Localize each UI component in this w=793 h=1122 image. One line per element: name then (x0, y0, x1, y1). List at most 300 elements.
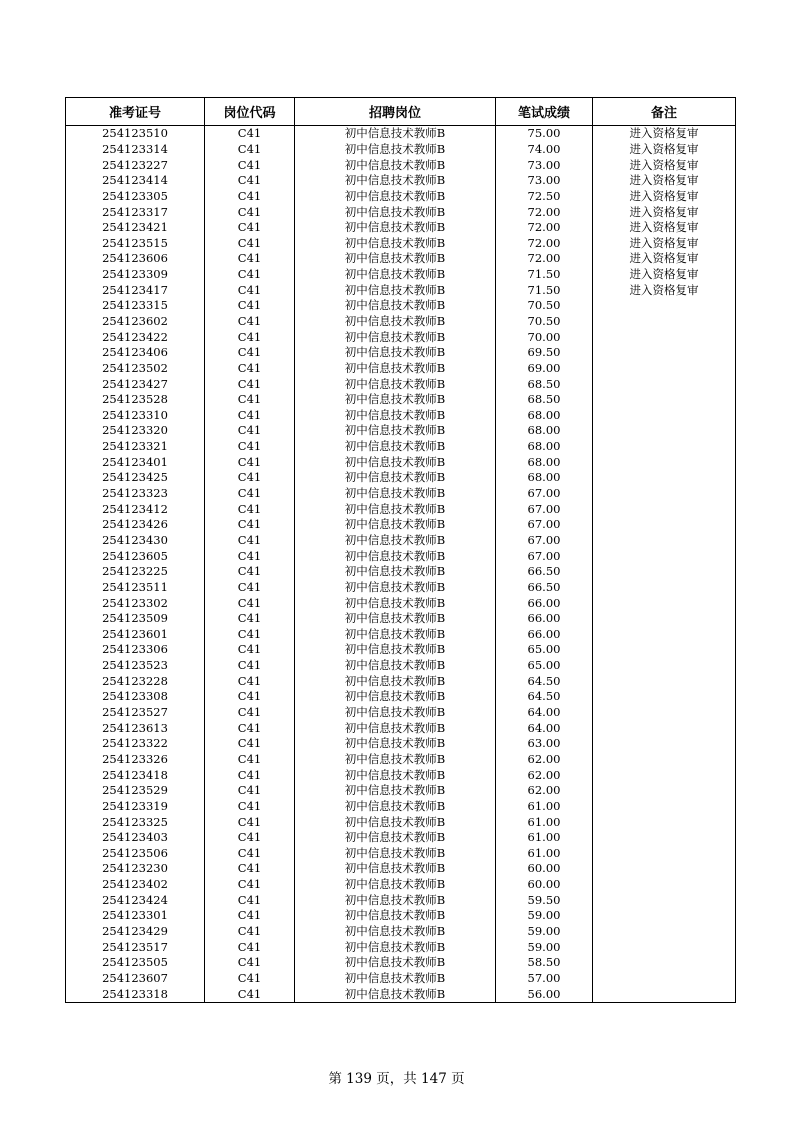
written-score-cell: 62.00 (496, 767, 593, 783)
position-code-cell: C41 (205, 595, 295, 611)
position-name-cell: 初中信息技术教师B (295, 673, 496, 689)
table-row (66, 517, 736, 533)
position-code-cell: C41 (205, 924, 295, 940)
position-name-cell: 初中信息技术教师B (295, 845, 496, 861)
remark-cell: 进入资格复审 (593, 204, 736, 220)
exam-number-cell: 254123605 (66, 548, 205, 564)
remark-cell (593, 392, 736, 408)
exam-number-cell: 254123225 (66, 564, 205, 580)
exam-number-cell: 254123430 (66, 533, 205, 549)
exam-number-cell: 254123412 (66, 501, 205, 517)
exam-number-cell: 254123510 (66, 126, 205, 142)
position-code-cell: C41 (205, 345, 295, 361)
table-row (66, 392, 736, 408)
remark-cell: 进入资格复审 (593, 251, 736, 267)
written-score-cell: 67.00 (496, 548, 593, 564)
position-code-cell: C41 (205, 720, 295, 736)
position-name-cell: 初中信息技术教师B (295, 689, 496, 705)
table-row (66, 361, 736, 377)
position-code-cell: C41 (205, 736, 295, 752)
exam-number-cell: 254123505 (66, 955, 205, 971)
exam-number-cell: 254123320 (66, 423, 205, 439)
position-code-cell: C41 (205, 439, 295, 455)
table-row (66, 345, 736, 361)
position-name-cell: 初中信息技术教师B (295, 157, 496, 173)
remark-cell (593, 595, 736, 611)
position-code-cell: C41 (205, 986, 295, 1002)
table-row (66, 861, 736, 877)
position-name-cell: 初中信息技术教师B (295, 627, 496, 643)
position-name-cell: 初中信息技术教师B (295, 642, 496, 658)
position-name-cell: 初中信息技术教师B (295, 517, 496, 533)
position-name-cell: 初中信息技术教师B (295, 830, 496, 846)
header-written-score: 笔试成绩 (496, 98, 593, 126)
written-score-cell: 69.50 (496, 345, 593, 361)
table-row (66, 705, 736, 721)
table-row (66, 173, 736, 189)
exam-number-cell: 254123515 (66, 235, 205, 251)
position-code-cell: C41 (205, 267, 295, 283)
position-code-cell: C41 (205, 752, 295, 768)
position-code-cell: C41 (205, 126, 295, 142)
remark-cell (593, 408, 736, 424)
table-row (66, 267, 736, 283)
position-name-cell: 初中信息技术教师B (295, 611, 496, 627)
position-code-cell: C41 (205, 189, 295, 205)
written-score-cell: 68.00 (496, 408, 593, 424)
written-score-cell: 61.00 (496, 814, 593, 830)
remark-cell (593, 955, 736, 971)
written-score-cell: 68.50 (496, 392, 593, 408)
written-score-cell: 56.00 (496, 986, 593, 1002)
exam-number-cell: 254123417 (66, 282, 205, 298)
written-score-cell: 74.00 (496, 142, 593, 158)
written-score-cell: 71.50 (496, 282, 593, 298)
remark-cell (593, 705, 736, 721)
position-name-cell: 初中信息技术教师B (295, 392, 496, 408)
exam-number-cell: 254123315 (66, 298, 205, 314)
table-row (66, 845, 736, 861)
table-row (66, 955, 736, 971)
exam-number-cell: 254123506 (66, 845, 205, 861)
exam-number-cell: 254123305 (66, 189, 205, 205)
position-name-cell: 初中信息技术教师B (295, 783, 496, 799)
remark-cell (593, 501, 736, 517)
written-score-cell: 75.00 (496, 126, 593, 142)
remark-cell: 进入资格复审 (593, 220, 736, 236)
position-code-cell: C41 (205, 329, 295, 345)
score-table-container (65, 97, 735, 1003)
table-row (66, 298, 736, 314)
remark-cell (593, 361, 736, 377)
written-score-cell: 61.00 (496, 845, 593, 861)
written-score-cell: 65.00 (496, 658, 593, 674)
remark-cell (593, 986, 736, 1002)
exam-number-cell: 254123309 (66, 267, 205, 283)
written-score-cell: 58.50 (496, 955, 593, 971)
position-name-cell: 初中信息技术教师B (295, 220, 496, 236)
position-code-cell: C41 (205, 204, 295, 220)
position-code-cell: C41 (205, 642, 295, 658)
exam-number-cell: 254123502 (66, 361, 205, 377)
position-name-cell: 初中信息技术教师B (295, 533, 496, 549)
table-row (66, 235, 736, 251)
position-name-cell: 初中信息技术教师B (295, 971, 496, 987)
remark-cell (593, 814, 736, 830)
position-name-cell: 初中信息技术教师B (295, 439, 496, 455)
written-score-cell: 66.50 (496, 564, 593, 580)
remark-cell (593, 658, 736, 674)
remark-cell (593, 376, 736, 392)
exam-number-cell: 254123414 (66, 173, 205, 189)
remark-cell (593, 548, 736, 564)
exam-number-cell: 254123318 (66, 986, 205, 1002)
written-score-cell: 72.00 (496, 204, 593, 220)
exam-number-cell: 254123427 (66, 376, 205, 392)
position-code-cell: C41 (205, 361, 295, 377)
position-name-cell: 初中信息技术教师B (295, 720, 496, 736)
remark-cell (593, 439, 736, 455)
remark-cell: 进入资格复审 (593, 142, 736, 158)
table-row (66, 142, 736, 158)
exam-number-cell: 254123606 (66, 251, 205, 267)
table-row (66, 564, 736, 580)
table-row (66, 642, 736, 658)
position-code-cell: C41 (205, 799, 295, 815)
written-score-cell: 62.00 (496, 783, 593, 799)
remark-cell (593, 611, 736, 627)
written-score-cell: 65.00 (496, 642, 593, 658)
position-name-cell: 初中信息技术教师B (295, 282, 496, 298)
position-code-cell: C41 (205, 282, 295, 298)
remark-cell (593, 673, 736, 689)
table-row (66, 924, 736, 940)
position-name-cell: 初中信息技术教师B (295, 595, 496, 611)
written-score-cell: 67.00 (496, 486, 593, 502)
exam-number-cell: 254123228 (66, 673, 205, 689)
written-score-cell: 66.00 (496, 627, 593, 643)
position-code-cell: C41 (205, 392, 295, 408)
remark-cell (593, 642, 736, 658)
position-code-cell: C41 (205, 548, 295, 564)
written-score-cell: 70.50 (496, 314, 593, 330)
exam-number-cell: 254123319 (66, 799, 205, 815)
exam-number-cell: 254123317 (66, 204, 205, 220)
position-code-cell: C41 (205, 580, 295, 596)
written-score-cell: 69.00 (496, 361, 593, 377)
written-score-cell: 59.50 (496, 892, 593, 908)
table-row (66, 408, 736, 424)
remark-cell (593, 783, 736, 799)
position-code-cell: C41 (205, 877, 295, 893)
remark-cell (593, 939, 736, 955)
position-code-cell: C41 (205, 486, 295, 502)
table-row (66, 767, 736, 783)
exam-number-cell: 254123523 (66, 658, 205, 674)
remark-cell (593, 533, 736, 549)
table-row (66, 892, 736, 908)
table-row (66, 595, 736, 611)
position-name-cell: 初中信息技术教师B (295, 189, 496, 205)
remark-cell (593, 423, 736, 439)
exam-number-cell: 254123302 (66, 595, 205, 611)
written-score-cell: 71.50 (496, 267, 593, 283)
score-table (65, 97, 736, 1003)
remark-cell (593, 924, 736, 940)
position-name-cell: 初中信息技术教师B (295, 329, 496, 345)
table-row (66, 580, 736, 596)
written-score-cell: 66.00 (496, 595, 593, 611)
written-score-cell: 64.00 (496, 705, 593, 721)
position-name-cell: 初中信息技术教师B (295, 314, 496, 330)
exam-number-cell: 254123321 (66, 439, 205, 455)
table-row (66, 204, 736, 220)
remark-cell (593, 799, 736, 815)
written-score-cell: 57.00 (496, 971, 593, 987)
position-code-cell: C41 (205, 220, 295, 236)
exam-number-cell: 254123528 (66, 392, 205, 408)
exam-number-cell: 254123426 (66, 517, 205, 533)
remark-cell (593, 580, 736, 596)
remark-cell (593, 517, 736, 533)
remark-cell (593, 345, 736, 361)
table-row (66, 799, 736, 815)
exam-number-cell: 254123314 (66, 142, 205, 158)
position-code-cell: C41 (205, 501, 295, 517)
table-row (66, 736, 736, 752)
exam-number-cell: 254123325 (66, 814, 205, 830)
remark-cell (593, 470, 736, 486)
position-name-cell: 初中信息技术教师B (295, 126, 496, 142)
table-row (66, 752, 736, 768)
remark-cell (593, 627, 736, 643)
table-row (66, 423, 736, 439)
table-body (66, 126, 736, 1003)
exam-number-cell: 254123308 (66, 689, 205, 705)
written-score-cell: 60.00 (496, 877, 593, 893)
written-score-cell: 59.00 (496, 924, 593, 940)
exam-number-cell: 254123529 (66, 783, 205, 799)
position-name-cell: 初中信息技术教师B (295, 799, 496, 815)
remark-cell: 进入资格复审 (593, 173, 736, 189)
written-score-cell: 61.00 (496, 830, 593, 846)
table-row (66, 501, 736, 517)
remark-cell (593, 736, 736, 752)
remark-cell (593, 971, 736, 987)
remark-cell (593, 329, 736, 345)
written-score-cell: 63.00 (496, 736, 593, 752)
written-score-cell: 73.00 (496, 157, 593, 173)
position-name-cell: 初中信息技术教师B (295, 939, 496, 955)
written-score-cell: 67.00 (496, 501, 593, 517)
exam-number-cell: 254123306 (66, 642, 205, 658)
position-code-cell: C41 (205, 673, 295, 689)
table-header-row (66, 98, 736, 126)
written-score-cell: 67.00 (496, 517, 593, 533)
table-row (66, 673, 736, 689)
exam-number-cell: 254123511 (66, 580, 205, 596)
remark-cell (593, 564, 736, 580)
exam-number-cell: 254123602 (66, 314, 205, 330)
position-code-cell: C41 (205, 705, 295, 721)
position-name-cell: 初中信息技术教师B (295, 361, 496, 377)
position-name-cell: 初中信息技术教师B (295, 173, 496, 189)
position-code-cell: C41 (205, 658, 295, 674)
remark-cell: 进入资格复审 (593, 235, 736, 251)
position-code-cell: C41 (205, 517, 295, 533)
position-code-cell: C41 (205, 689, 295, 705)
written-score-cell: 68.50 (496, 376, 593, 392)
table-row (66, 220, 736, 236)
position-name-cell: 初中信息技术教师B (295, 908, 496, 924)
exam-number-cell: 254123421 (66, 220, 205, 236)
exam-number-cell: 254123509 (66, 611, 205, 627)
exam-number-cell: 254123326 (66, 752, 205, 768)
table-row (66, 533, 736, 549)
exam-number-cell: 254123310 (66, 408, 205, 424)
written-score-cell: 66.50 (496, 580, 593, 596)
table-row (66, 251, 736, 267)
exam-number-cell: 254123401 (66, 454, 205, 470)
position-code-cell: C41 (205, 235, 295, 251)
position-name-cell: 初中信息技术教师B (295, 752, 496, 768)
table-row (66, 329, 736, 345)
remark-cell (593, 861, 736, 877)
written-score-cell: 67.00 (496, 533, 593, 549)
table-row (66, 986, 736, 1002)
position-code-cell: C41 (205, 971, 295, 987)
remark-cell (593, 752, 736, 768)
position-code-cell: C41 (205, 845, 295, 861)
header-position-name: 招聘岗位 (295, 98, 496, 126)
remark-cell (593, 767, 736, 783)
position-code-cell: C41 (205, 251, 295, 267)
exam-number-cell: 254123607 (66, 971, 205, 987)
written-score-cell: 66.00 (496, 611, 593, 627)
position-code-cell: C41 (205, 939, 295, 955)
remark-cell (593, 908, 736, 924)
position-name-cell: 初中信息技术教师B (295, 470, 496, 486)
table-row (66, 157, 736, 173)
position-name-cell: 初中信息技术教师B (295, 408, 496, 424)
position-name-cell: 初中信息技术教师B (295, 501, 496, 517)
table-row (66, 658, 736, 674)
written-score-cell: 64.50 (496, 673, 593, 689)
table-row (66, 783, 736, 799)
remark-cell (593, 314, 736, 330)
exam-number-cell: 254123601 (66, 627, 205, 643)
position-code-cell: C41 (205, 611, 295, 627)
table-row (66, 908, 736, 924)
exam-number-cell: 254123425 (66, 470, 205, 486)
exam-number-cell: 254123429 (66, 924, 205, 940)
position-name-cell: 初中信息技术教师B (295, 251, 496, 267)
remark-cell (593, 689, 736, 705)
position-name-cell: 初中信息技术教师B (295, 658, 496, 674)
written-score-cell: 68.00 (496, 439, 593, 455)
table-row (66, 939, 736, 955)
position-code-cell: C41 (205, 783, 295, 799)
table-row (66, 126, 736, 142)
position-code-cell: C41 (205, 627, 295, 643)
written-score-cell: 68.00 (496, 423, 593, 439)
position-name-cell: 初中信息技术教师B (295, 580, 496, 596)
table-row (66, 454, 736, 470)
position-name-cell: 初中信息技术教师B (295, 924, 496, 940)
position-code-cell: C41 (205, 157, 295, 173)
remark-cell: 进入资格复审 (593, 126, 736, 142)
position-name-cell: 初中信息技术教师B (295, 877, 496, 893)
remark-cell (593, 486, 736, 502)
remark-cell (593, 877, 736, 893)
written-score-cell: 64.50 (496, 689, 593, 705)
table-row (66, 971, 736, 987)
position-code-cell: C41 (205, 908, 295, 924)
position-name-cell: 初中信息技术教师B (295, 892, 496, 908)
exam-number-cell: 254123403 (66, 830, 205, 846)
position-name-cell: 初中信息技术教师B (295, 986, 496, 1002)
position-code-cell: C41 (205, 830, 295, 846)
remark-cell (593, 720, 736, 736)
page-number-footer: 第 139 页，共 147 页 (328, 1071, 465, 1087)
position-name-cell: 初中信息技术教师B (295, 486, 496, 502)
position-code-cell: C41 (205, 767, 295, 783)
exam-number-cell: 254123424 (66, 892, 205, 908)
position-code-cell: C41 (205, 298, 295, 314)
exam-number-cell: 254123418 (66, 767, 205, 783)
exam-number-cell: 254123402 (66, 877, 205, 893)
position-name-cell: 初中信息技术教师B (295, 423, 496, 439)
written-score-cell: 68.00 (496, 454, 593, 470)
exam-number-cell: 254123301 (66, 908, 205, 924)
remark-cell: 进入资格复审 (593, 267, 736, 283)
written-score-cell: 62.00 (496, 752, 593, 768)
position-name-cell: 初中信息技术教师B (295, 564, 496, 580)
exam-number-cell: 254123517 (66, 939, 205, 955)
position-name-cell: 初中信息技术教师B (295, 705, 496, 721)
written-score-cell: 72.00 (496, 235, 593, 251)
position-code-cell: C41 (205, 314, 295, 330)
exam-number-cell: 254123422 (66, 329, 205, 345)
table-row (66, 314, 736, 330)
header-exam-number: 准考证号 (66, 98, 205, 126)
table-row (66, 548, 736, 564)
table-row (66, 376, 736, 392)
position-name-cell: 初中信息技术教师B (295, 736, 496, 752)
exam-number-cell: 254123613 (66, 720, 205, 736)
header-remark: 备注 (593, 98, 736, 126)
table-row (66, 830, 736, 846)
remark-cell (593, 454, 736, 470)
table-row (66, 814, 736, 830)
position-code-cell: C41 (205, 955, 295, 971)
exam-number-cell: 254123227 (66, 157, 205, 173)
position-name-cell: 初中信息技术教师B (295, 548, 496, 564)
position-name-cell: 初中信息技术教师B (295, 814, 496, 830)
remark-cell (593, 298, 736, 314)
position-code-cell: C41 (205, 533, 295, 549)
position-name-cell: 初中信息技术教师B (295, 454, 496, 470)
written-score-cell: 64.00 (496, 720, 593, 736)
table-row (66, 689, 736, 705)
written-score-cell: 59.00 (496, 908, 593, 924)
table-row (66, 486, 736, 502)
table-row (66, 189, 736, 205)
position-code-cell: C41 (205, 892, 295, 908)
position-code-cell: C41 (205, 454, 295, 470)
remark-cell (593, 892, 736, 908)
position-name-cell: 初中信息技术教师B (295, 235, 496, 251)
